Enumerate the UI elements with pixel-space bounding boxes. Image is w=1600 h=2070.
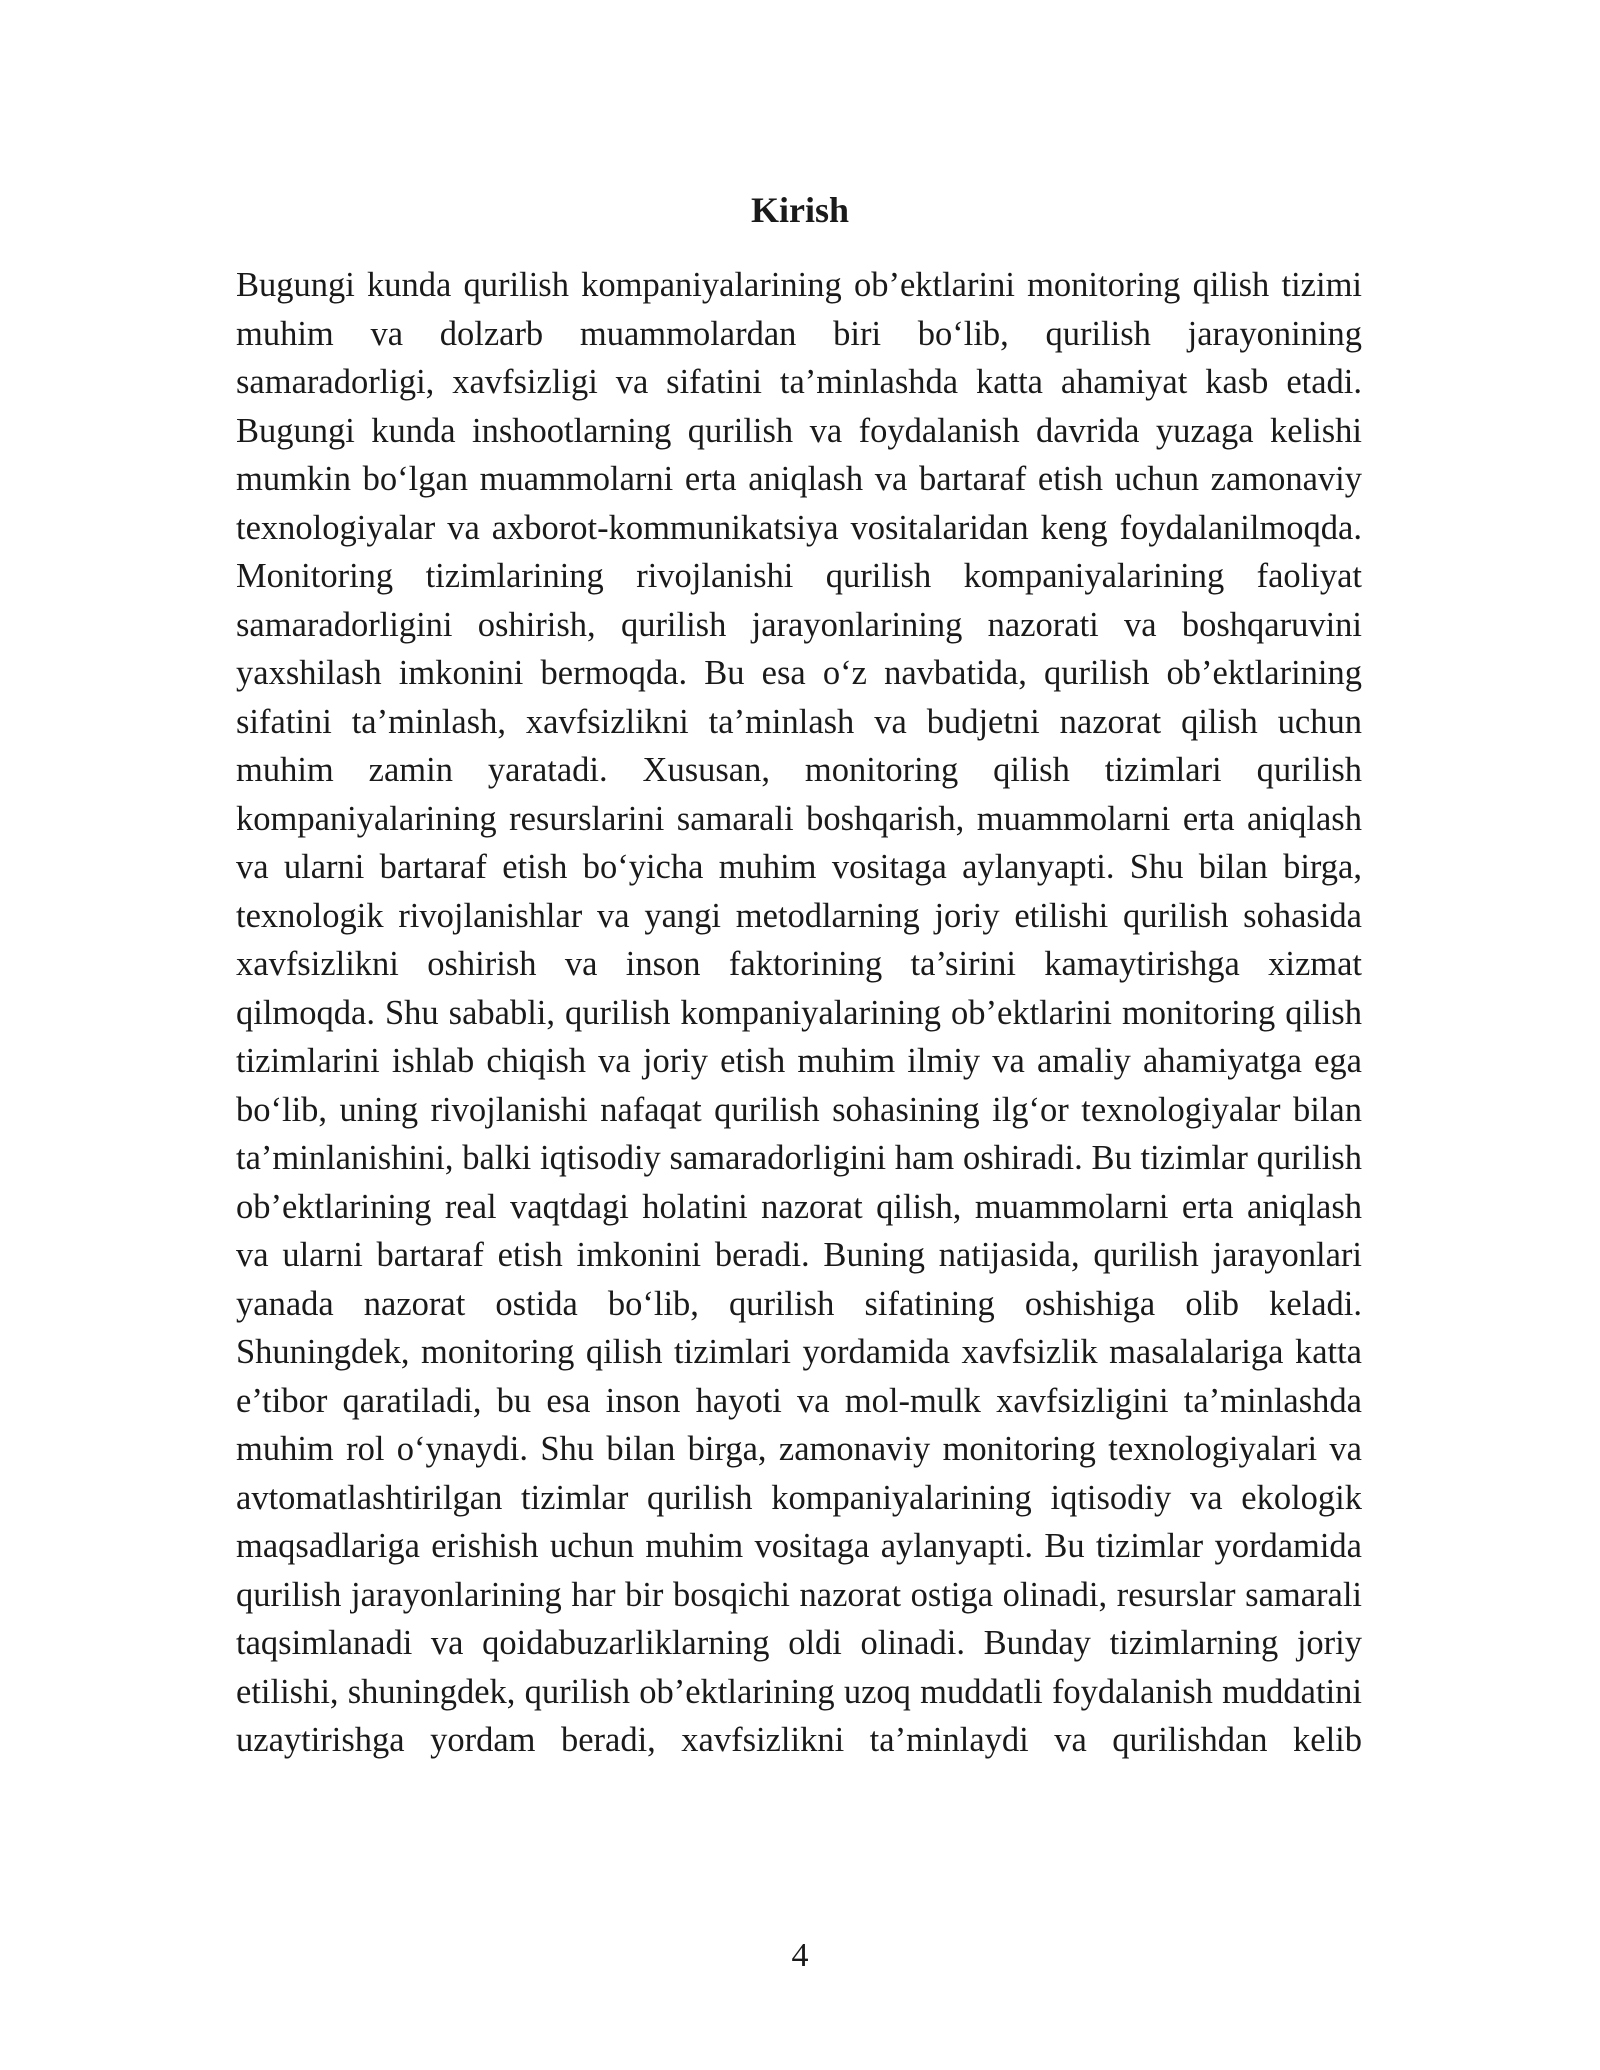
page-number: 4 [791, 1937, 809, 1974]
section-heading: Kirish [750, 190, 849, 230]
body-paragraph: Bugungi kunda qurilish kompaniyalarining ob’ektlarini monitoring qilish tizimi muhim va dolzarb muammolardan biri bo‘lib, qurilish jarayonining samaradorligi, xavfsizligi va sifatini ta’minlashda katta ahamiyat kasb etadi. Bugungi kunda inshootlarning qurilish va foydalanish davrida yuzaga kelishi mumkin bo‘lgan muammolarni erta aniqlash va bartaraf etish uchun zamonaviy texnologiyalar va axborot-kommunikatsiya vositalaridan keng foydalanilmoqda. Monitoring tizimlarining rivojlanishi qurilish kompaniyalarining faoliyat samaradorligini oshirish, qurilish jarayonlarining nazorati va boshqaruvini yaxshilash imkonini bermoqda. Bu esa o‘z navbatida, qurilish ob’ektlarining sifatini ta’minlash, xavfsizlikni ta’minlash va budjetni nazorat qilish uchun muhim zamin yaratadi. Xususan, monitoring qilish tizimlari qurilish kompaniyalarining resurslarini samarali boshqarish, muammolarni erta aniqlash va ularni bartaraf etish bo‘yicha muhim vositaga aylanyapti. Shu bilan birga, texnologik rivojlanishlar va yangi metodlarning joriy etilishi qurilish sohasida xavfsizlikni oshirish va inson faktorining ta’sirini kamaytirishga xizmat qilmoqda. Shu sababli, qurilish kompaniyalarining ob’ektlarini monitoring qilish tizimlarini ishlab chiqish va joriy etish muhim ilmiy va amaliy ahamiyatga ega bo‘lib, uning rivojlanishi nafaqat qurilish sohasining ilg‘or texnologiyalar bilan ta’minlanishini, balki iqtisodiy samaradorligini ham oshiradi. Bu tizimlar qurilish ob’ektlarining real vaqtdagi holatini nazorat qilish, muammolarni erta aniqlash va ularni bartaraf etish imkonini beradi. Buning natijasida, qurilish jarayonlari yanada nazorat ostida bo‘lib, qurilish sifatining oshishiga olib keladi. Shuningdek, monitoring qilish tizimlari yordamida xavfsizlik masalalariga katta e’tibor qaratiladi, bu esa inson hayoti va mol-mulk xavfsizligini ta’minlashda muhim rol o‘ynaydi. Shu bilan birga, zamonaviy monitoring texnologiyalari va avtomatlashtirilgan tizimlar qurilish kompaniyalarining iqtisodiy va ekologik maqsadlariga erishish uchun muhim vositaga aylanyapti. Bu tizimlar yordamida qurilish jarayonlarining har bir bosqichi nazorat ostiga olinadi, resurslar samarali taqsimlanadi va qoidabuzarliklarning oldi olinadi. Bunday tizimlarning joriy etilishi, shuningdek, qurilish ob’ektlarining uzoq muddatli foydalanish muddatini uzaytirishga yordam beradi, xavfsizlikni ta’minlaydi va qurilishdan kelib [236, 266, 1362, 1759]
